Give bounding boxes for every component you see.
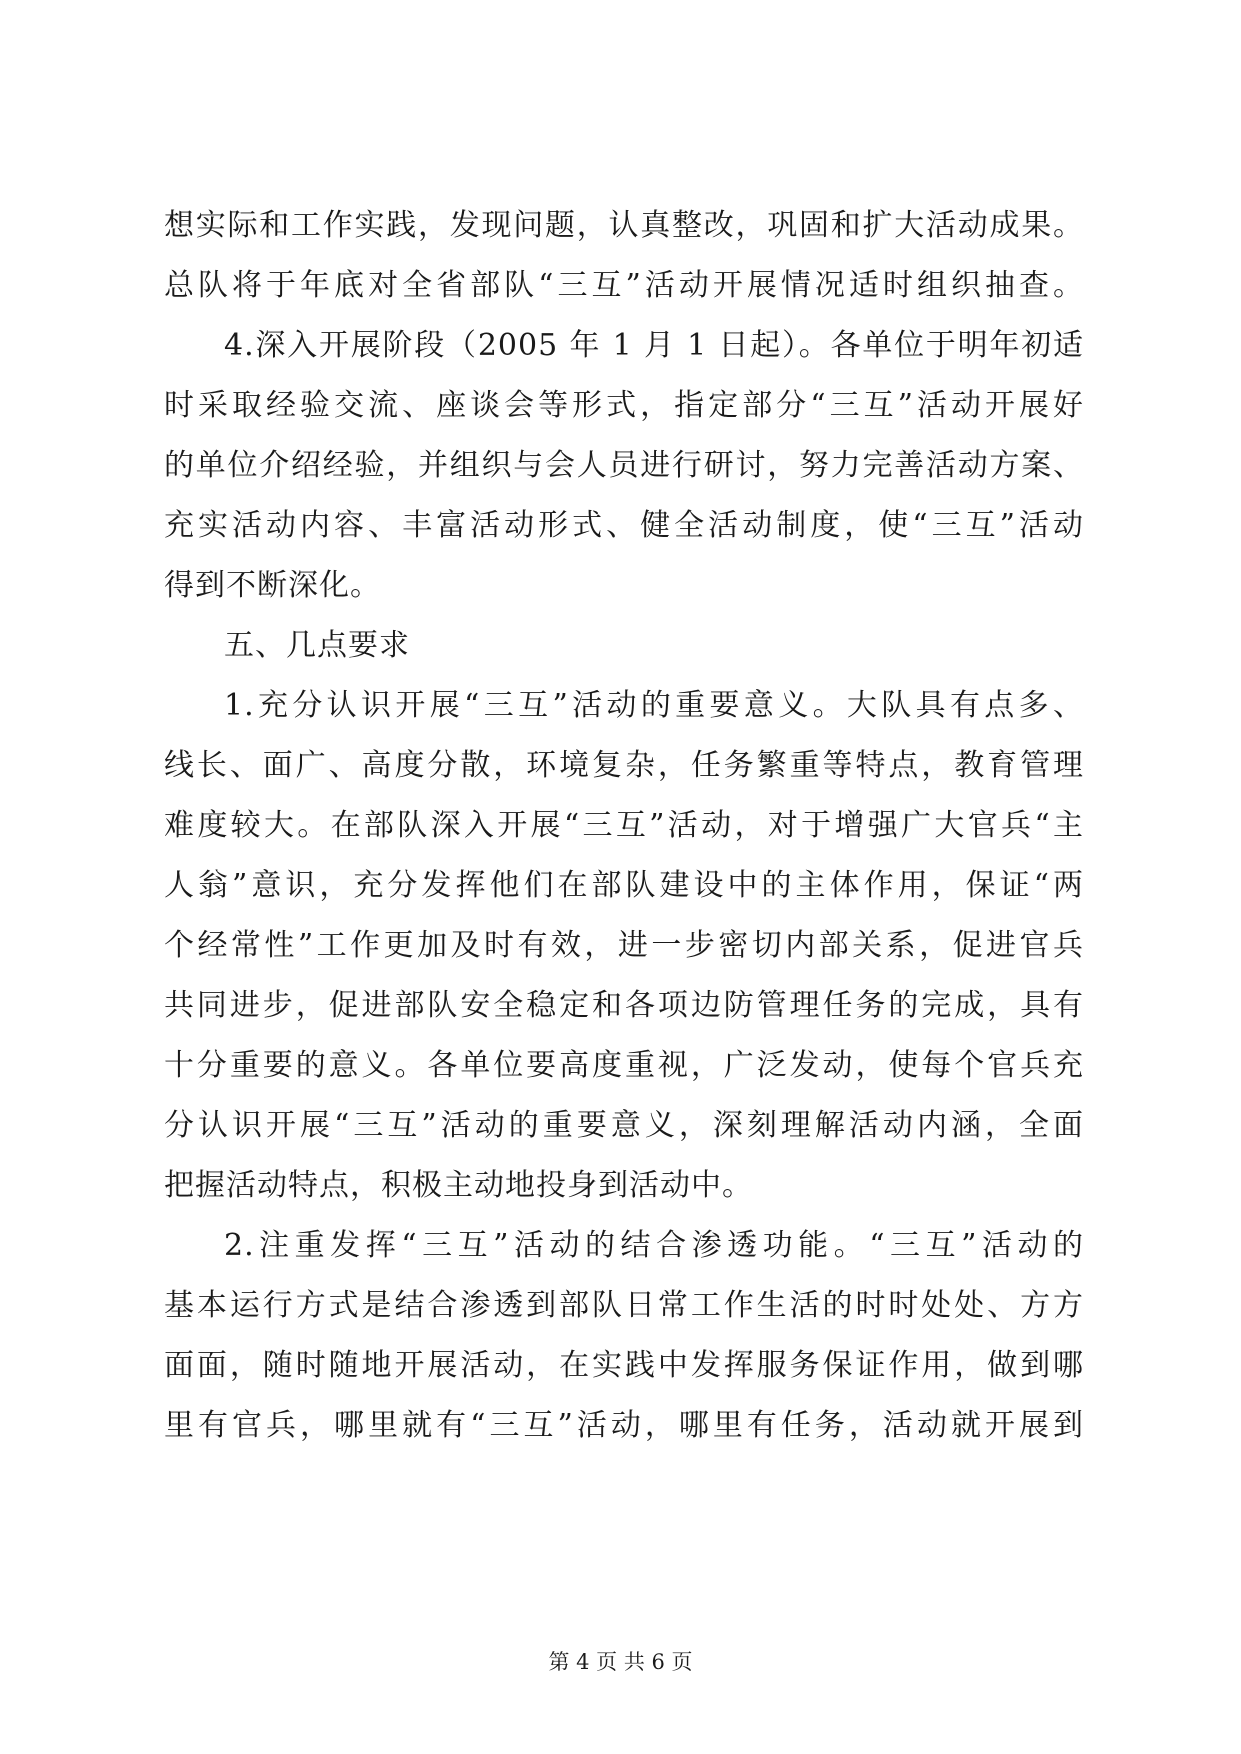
- text-line: 想实际和工作实践，发现问题，认真整改，巩固和扩大活动成果。: [164, 208, 1084, 243]
- text-line: 里有官兵，哪里就有“三互”活动，哪里有任务，活动就开展到: [164, 1408, 1084, 1443]
- text-line: 基本运行方式是结合渗透到部队日常工作生活的时时处处、方方: [164, 1288, 1084, 1323]
- section-heading: 五、几点要求: [224, 628, 410, 663]
- text-line: 时采取经验交流、座谈会等形式，指定部分“三互”活动开展好: [164, 388, 1084, 423]
- text-line: 总队将于年底对全省部队“三互”活动开展情况适时组织抽查。: [164, 268, 1084, 303]
- text-line: 共同进步，促进部队安全稳定和各项边防管理任务的完成，具有: [164, 988, 1084, 1023]
- text-line: 面面，随时随地开展活动，在实践中发挥服务保证作用，做到哪: [164, 1348, 1084, 1383]
- paragraph-line: 4.深入开展阶段（2005 年 1 月 1 日起）。各单位于明年初适: [224, 328, 1084, 363]
- text-line: 把握活动特点，积极主动地投身到活动中。: [164, 1168, 753, 1203]
- text-line: 的单位介绍经验，并组织与会人员进行研讨，努力完善活动方案、: [164, 448, 1084, 483]
- text-line: 得到不断深化。: [164, 568, 381, 603]
- body-text: [164, 196, 1084, 1456]
- text-line: 人翁”意识，充分发挥他们在部队建设中的主体作用，保证“两: [164, 868, 1084, 903]
- text-line: 十分重要的意义。各单位要高度重视，广泛发动，使每个官兵充: [164, 1048, 1084, 1083]
- text-line: 难度较大。在部队深入开展“三互”活动，对于增强广大官兵“主: [164, 808, 1084, 843]
- text-line: 个经常性”工作更加及时有效，进一步密切内部关系，促进官兵: [164, 928, 1084, 963]
- text-line: 充实活动内容、丰富活动形式、健全活动制度，使“三互”活动: [164, 508, 1084, 543]
- text-line: 线长、面广、高度分散，环境复杂，任务繁重等特点，教育管理: [164, 748, 1084, 783]
- paragraph-line: 1.充分认识开展“三互”活动的重要意义。大队具有点多、: [224, 688, 1084, 723]
- page-number-footer: 第 4 页 共 6 页: [548, 1650, 693, 1674]
- text-line: 分认识开展“三互”活动的重要意义，深刻理解活动内涵，全面: [164, 1108, 1084, 1143]
- paragraph-line: 2.注重发挥“三互”活动的结合渗透功能。“三互”活动的: [224, 1228, 1084, 1263]
